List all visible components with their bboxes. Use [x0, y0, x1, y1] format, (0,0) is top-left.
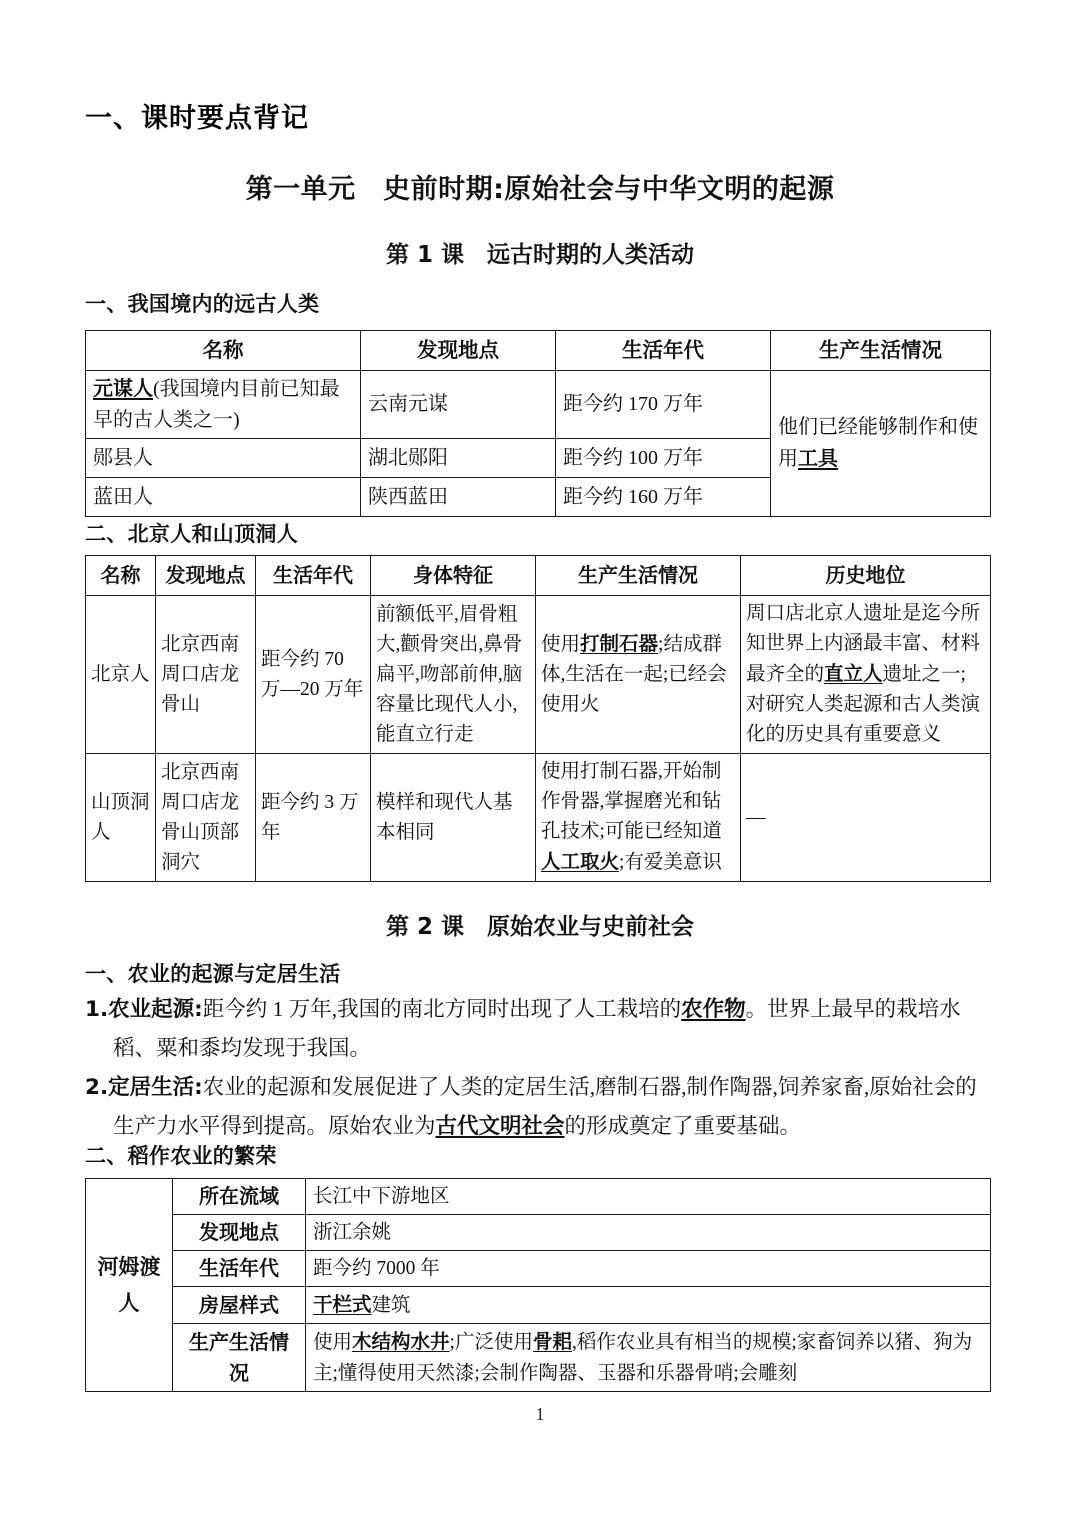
table-row — [86, 596, 991, 754]
item-lead-2: 定居生活: — [108, 1075, 203, 1100]
lesson-2-heading: 第 2 课 原始农业与史前社会 — [385, 914, 695, 940]
life-p1: 使用 — [313, 1332, 353, 1353]
cell-life-shandingdong-man — [536, 754, 741, 882]
col-header-body-features: 身体特征 — [371, 556, 536, 596]
col-header-name: 名称 — [86, 556, 156, 596]
unit-heading: 第一单元 史前时期:原始社会与中华文明的起源 — [245, 174, 835, 205]
cell-place-yuanmou: 云南元谋 — [361, 371, 556, 439]
cell-era-beijing-man: 距今约 70 万—20 万年 — [256, 596, 371, 754]
life-p3: ;广泛使用 — [449, 1332, 533, 1353]
item-text-post-1: 。世界上最早的栽培水稻、粟和黍均发现于我国。 — [113, 997, 961, 1060]
cell-body-features-beijing-man: 前额低平,眉骨粗大,颧骨突出,鼻骨扁平,吻部前伸,脑容量比现代人小,能直立行走 — [371, 596, 536, 754]
status-pre: 周口店北京人遗址是迄今所知世界上内涵最丰富、材料最齐全的 — [746, 603, 981, 685]
subsection-heading-rice-agriculture: 二、稻作农业的繁荣 — [85, 1144, 277, 1168]
item-lead-1: 农业起源: — [108, 997, 203, 1022]
item-text-emph-2: 古代文明社会 — [435, 1114, 565, 1139]
item-number-2: 2. — [85, 1075, 109, 1100]
subsection-heading-beijing-man: 二、北京人和山顶洞人 — [85, 522, 298, 546]
table-row — [86, 1251, 991, 1287]
col-header-life: 生产生活情况 — [536, 556, 741, 596]
paragraph-settled-life — [85, 1068, 993, 1146]
cell-era-lantian: 距今约 160 万年 — [556, 478, 771, 517]
col-header-era: 生活年代 — [256, 556, 371, 596]
yuanmou-name-rest: (我国境内目前已知最早的古人类之一) — [93, 378, 340, 431]
item-text-emph-1: 农作物 — [681, 997, 746, 1022]
table-header-row — [86, 556, 991, 596]
item-text-pre-2: 农业的起源和发展促进了人类的定居生活,磨制石器,制作陶器,饲养家畜,原始社会的生产力水平得到提高。原始农业为 — [113, 1075, 977, 1138]
life-pre: 使用 — [541, 634, 581, 655]
cell-value-place: 浙江余姚 — [306, 1215, 991, 1251]
col-header-era: 生活年代 — [556, 331, 771, 371]
life-post: ;结成群体,生活在一起;已经会使用火 — [541, 634, 727, 715]
house-style-emph: 干栏式 — [313, 1293, 372, 1316]
life-text-emph: 工具 — [798, 446, 838, 470]
table-hemudu-people — [85, 1178, 991, 1392]
table-row — [86, 1324, 991, 1392]
cell-value-life — [306, 1324, 991, 1392]
page-number: 1 — [535, 1404, 545, 1424]
yuanmou-name-emph: 元谋人 — [93, 376, 153, 400]
house-style-rest: 建筑 — [371, 1295, 411, 1316]
page-section-heading: 一、课时要点背记 — [85, 103, 309, 134]
cell-era-yunxian: 距今约 100 万年 — [556, 439, 771, 478]
cell-label-basin: 所在流域 — [173, 1179, 306, 1215]
subsection-heading-agriculture-origin: 一、农业的起源与定居生活 — [85, 962, 341, 986]
cell-name-yunxian: 郧县人 — [86, 439, 361, 478]
cell-value-basin: 长江中下游地区 — [306, 1179, 991, 1215]
table-row — [86, 371, 991, 439]
table-header-row — [86, 331, 991, 371]
cell-value-house-style — [306, 1287, 991, 1324]
cell-place-yunxian: 湖北郧阳 — [361, 439, 556, 478]
col-header-place: 发现地点 — [361, 331, 556, 371]
subsection-heading-ancient-humans: 一、我国境内的远古人类 — [85, 292, 320, 316]
life-text-pre: 他们已经能够制作和使用 — [778, 416, 978, 470]
table-beijing-man — [85, 555, 991, 882]
table-row — [86, 1215, 991, 1251]
col-header-name: 名称 — [86, 331, 361, 371]
table-row — [86, 1287, 991, 1324]
cell-name-beijing-man: 北京人 — [86, 596, 156, 754]
cell-place-beijing-man: 北京西南周口店龙骨山 — [156, 596, 256, 754]
cell-name-yuanmou — [86, 371, 361, 439]
item-number-1: 1. — [85, 997, 109, 1022]
cell-rowname-hemudu: 河姆渡人 — [86, 1179, 173, 1392]
life-emph: 人工取火 — [541, 850, 620, 873]
table-row — [86, 754, 991, 882]
col-header-status: 历史地位 — [741, 556, 991, 596]
life-pre: 使用打制石器,开始制作骨器,掌握磨光和钻孔技术;可能已经知道 — [541, 761, 722, 842]
cell-place-shandingdong-man: 北京西南周口店龙骨山顶部洞穴 — [156, 754, 256, 882]
cell-value-era: 距今约 7000 年 — [306, 1251, 991, 1287]
cell-life-beijing-man — [536, 596, 741, 754]
life-emph-2: 骨耜 — [532, 1330, 572, 1353]
table-row — [86, 1179, 991, 1215]
status-post: 遗址之一;对研究人类起源和古人类演化的历史具有重要意义 — [746, 664, 981, 745]
cell-era-yuanmou: 距今约 170 万年 — [556, 371, 771, 439]
cell-era-shandingdong-man: 距今约 3 万年 — [256, 754, 371, 882]
cell-place-lantian: 陕西蓝田 — [361, 478, 556, 517]
col-header-life: 生产生活情况 — [771, 331, 991, 371]
life-p5: ,稻作农业具有相当的规模;家畜饲养以猪、狗为主;懂得使用天然漆;会制作陶器、玉器和乐器骨哨;会雕刻 — [313, 1332, 973, 1384]
table-ancient-humans — [85, 330, 991, 517]
cell-life-merged — [771, 371, 991, 517]
life-post: ;有爱美意识 — [619, 852, 722, 873]
cell-name-shandingdong-man: 山顶洞人 — [86, 754, 156, 882]
cell-name-lantian: 蓝田人 — [86, 478, 361, 517]
life-emph-1: 木结构水井 — [352, 1330, 450, 1353]
cell-label-place: 发现地点 — [173, 1215, 306, 1251]
life-emph: 打制石器 — [580, 632, 659, 655]
cell-label-life: 生产生活情况 — [173, 1324, 306, 1392]
cell-label-era: 生活年代 — [173, 1251, 306, 1287]
item-text-post-2: 的形成奠定了重要基础。 — [564, 1114, 802, 1138]
status-emph: 直立人 — [824, 662, 883, 685]
cell-status-beijing-man — [741, 596, 991, 754]
cell-label-house-style: 房屋样式 — [173, 1287, 306, 1324]
cell-body-features-shandingdong-man: 模样和现代人基本相同 — [371, 754, 536, 882]
lesson-1-heading: 第 1 课 远古时期的人类活动 — [385, 242, 695, 268]
paragraph-agriculture-origin — [85, 990, 993, 1068]
col-header-place: 发现地点 — [156, 556, 256, 596]
cell-status-shandingdong-man: — — [741, 754, 991, 882]
item-text-pre-1: 距今约 1 万年,我国的南北方同时出现了人工栽培的 — [202, 997, 682, 1021]
